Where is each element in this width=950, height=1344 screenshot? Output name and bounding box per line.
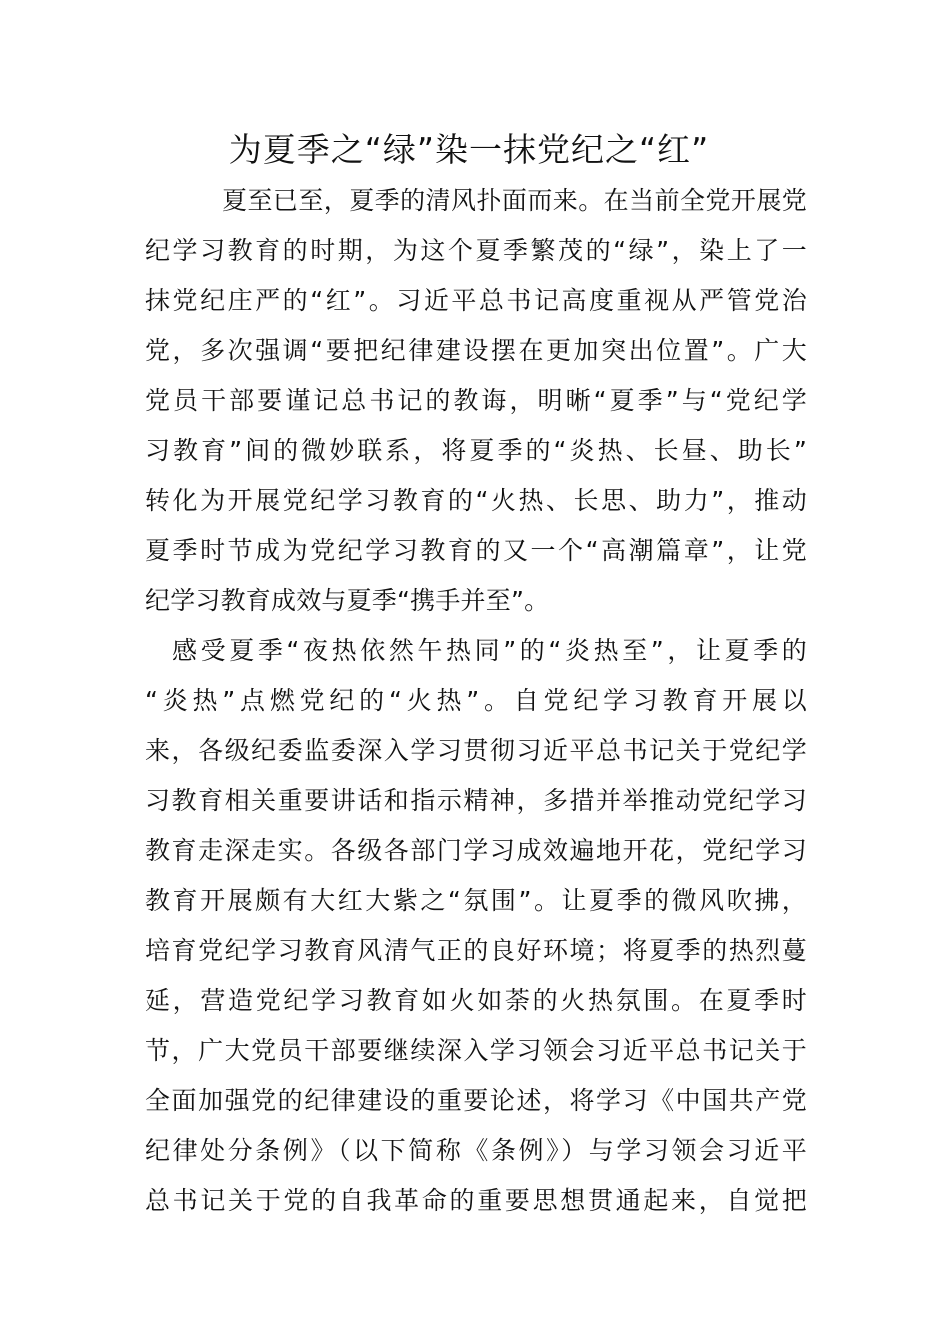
paragraph-line: 党员干部要谨记总书记的教诲，明晰“夏季”与“党纪学: [145, 386, 807, 415]
paragraph-line: 教育开展颇有大红大紫之“氛围”。让夏季的微风吹拂，: [145, 886, 807, 915]
paragraph-line: 抹党纪庄严的“红”。习近平总书记高度重视从严管党治: [145, 286, 807, 315]
paragraph-line: 习教育相关重要讲话和指示精神，多措并举推动党纪学习: [145, 786, 807, 815]
document-title: [0, 128, 950, 172]
paragraph-line: 来，各级纪委监委深入学习贯彻习近平总书记关于党纪学: [145, 736, 807, 765]
paragraph-line: 总书记关于党的自我革命的重要思想贯通起来，自觉把: [145, 1186, 807, 1215]
paragraph-line: 党，多次强调“要把纪律建设摆在更加突出位置”。广大: [145, 336, 807, 365]
paragraph-line: 纪学习教育成效与夏季“携手并至”。: [145, 586, 550, 615]
paragraph-line: 培育党纪学习教育风清气正的良好环境；将夏季的热烈蔓: [145, 936, 807, 965]
paragraph-line: 纪学习教育的时期，为这个夏季繁茂的“绿”，染上了一: [145, 236, 807, 265]
paragraph-line: 教育走深走实。各级各部门学习成效遍地开花，党纪学习: [145, 836, 807, 865]
paragraph-line: 转化为开展党纪学习教育的“火热、长思、助力”，推动: [145, 486, 807, 515]
document-title-text: 为夏季之“绿”染一抹党纪之“红”: [228, 130, 710, 169]
paragraph-line: 节，广大党员干部要继续深入学习领会习近平总书记关于: [145, 1036, 807, 1065]
paragraph-line: 夏季时节成为党纪学习教育的又一个“高潮篇章”，让党: [145, 536, 807, 565]
paragraph-line: 全面加强党的纪律建设的重要论述，将学习《中国共产党: [145, 1086, 807, 1115]
paragraph-line: 夏至已至，夏季的清风扑面而来。在当前全党开展党: [222, 186, 807, 215]
paragraph-line: 感受夏季“夜热依然午热同”的“炎热至”，让夏季的: [172, 636, 807, 665]
paragraph-line: “炎热”点燃党纪的“火热”。自党纪学习教育开展以: [145, 686, 807, 715]
paragraph-line: 习教育”间的微妙联系，将夏季的“炎热、长昼、助长”: [145, 436, 807, 465]
paragraph-line: 延，营造党纪学习教育如火如荼的火热氛围。在夏季时: [145, 986, 807, 1015]
paragraph-line: 纪律处分条例》（以下简称《条例》）与学习领会习近平: [145, 1136, 807, 1165]
